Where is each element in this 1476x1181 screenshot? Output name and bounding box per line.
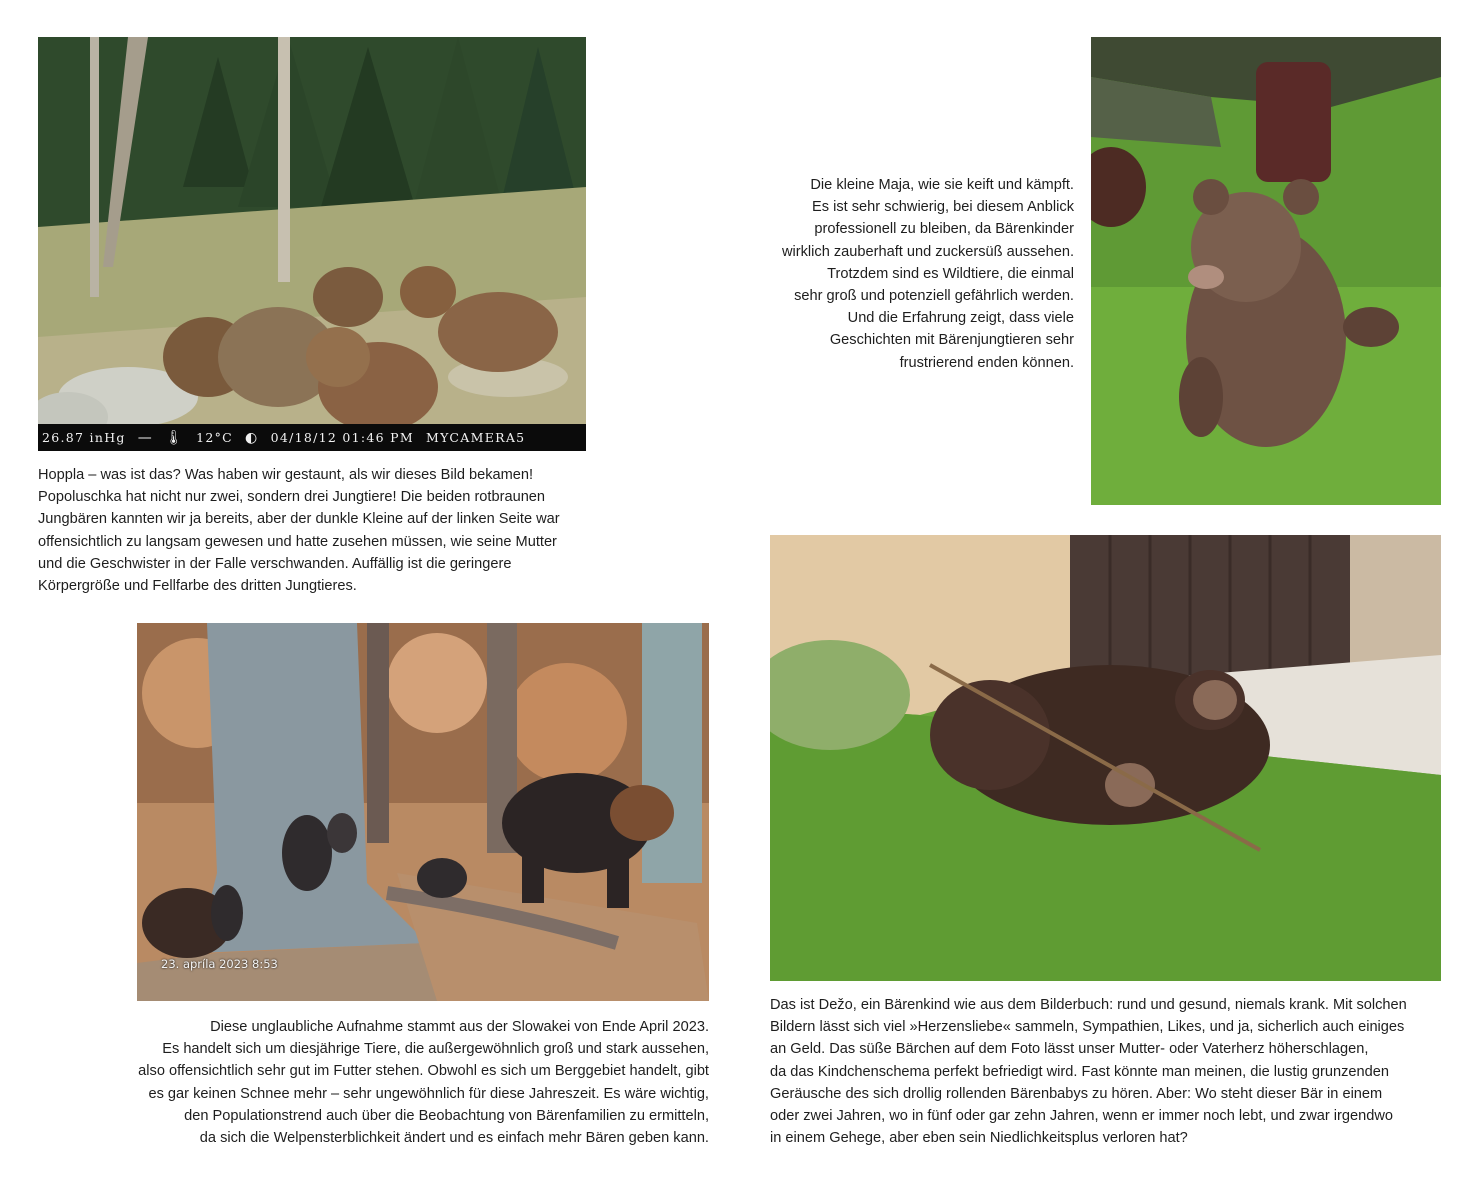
camera-info-strip: [38, 424, 586, 451]
pressure-readout: 26.87 inHg: [42, 430, 126, 445]
caption-line: Trotzdem sind es Wildtiere, die einmal: [827, 265, 1074, 282]
caption-line: Diese unglaubliche Aufnahme stammt aus der Slowakei von Ende April 2023.: [210, 1019, 709, 1035]
caption-line: professionell zu bleiben, da Bärenkinder: [814, 221, 1074, 238]
caption-dezo: [770, 994, 1407, 1149]
caption-line: in einem Gehege, aber eben sein Niedlichkeitsplus verloren hat?: [770, 1130, 1188, 1147]
thermometer-icon: 🌡: [165, 429, 185, 446]
bear-cub-dezo-photo: [770, 535, 1441, 981]
photo-date-stamp: 23. apríla 2023 8:53: [161, 957, 278, 971]
caption-line: frustrierend enden können.: [899, 354, 1074, 371]
trail-camera-photo: [38, 37, 586, 451]
camera-name: MYCAMERA5: [425, 430, 526, 445]
caption-line: Popoluschka hat nicht nur zwei, sondern drei Jungtiere! Die beiden rotbraunen: [38, 489, 546, 506]
caption-line: Es handelt sich um diesjährige Tiere, die außergewöhnlich groß und stark aussehen,: [162, 1041, 709, 1058]
caption-line: oder zwei Jahren, wo in fünf oder gar zehn Jahren, wenn er immer noch lebt, und zwar irgendwo: [770, 1108, 1393, 1125]
caption-line: Das ist Dežo, ein Bärenkind wie aus dem Bilderbuch: rund und gesund, niemals krank. Mit solchen: [770, 997, 1407, 1013]
caption-line: und die Geschwister in der Falle verschwanden. Auffällig ist die geringere: [38, 555, 512, 572]
bear-cub-dezo-image: [770, 535, 1441, 981]
caption-line: also offensichtlich sehr gut im Futter stehen. Obwohl es sich um Berggebiet handelt, gibt: [138, 1063, 709, 1080]
temperature-readout: 12°C: [196, 430, 234, 445]
caption-line: Es ist sehr schwierig, bei diesem Anblick: [812, 199, 1074, 216]
caption-line: da sich die Welpensterblichkeit ändert und es einfach mehr Bären geben kann.: [199, 1130, 709, 1147]
caption-line: es gar keinen Schnee mehr – sehr ungewöhnlich für diese Jahreszeit. Es wäre wichtig,: [148, 1085, 709, 1102]
caption-line: den Populationstrend auch über die Beobachtung von Bärenfamilien zu ermitteln,: [184, 1107, 709, 1124]
caption-line: Die kleine Maja, wie sie keift und kämpft.: [810, 177, 1074, 193]
caption-line: Geräusche des sich drollig rollenden Bärenbabys zu hören. Aber: Wo steht dieser Bär in einem: [770, 1085, 1383, 1102]
moon-phase-icon: ◐: [245, 429, 259, 446]
caption-slowakei: [138, 1016, 709, 1149]
bear-cub-maja-image: [1091, 37, 1441, 505]
caption-hoppla: [38, 464, 560, 597]
caption-line: Hoppla – was ist das? Was haben wir gestaunt, als wir dieses Bild bekamen!: [38, 467, 534, 483]
minus-symbol-icon: —: [137, 429, 154, 446]
caption-line: offensichtlich zu langsam gewesen und hatte zusehen müssen, wie seine Mutter: [38, 533, 557, 550]
caption-line: an Geld. Das süße Bärchen auf dem Foto lässt unser Mutter- oder Vaterherz höherschlagen,: [770, 1041, 1369, 1058]
caption-line: wirklich zauberhaft und zuckersüß aussehen.: [781, 243, 1074, 260]
bear-cub-maja-photo: [1091, 37, 1441, 505]
datetime-readout: 04/18/12 01:46 PM: [270, 430, 414, 445]
bear-family-forest-image: [137, 623, 709, 1001]
caption-line: sehr groß und potenziell gefährlich werden.: [794, 288, 1074, 305]
caption-line: Körpergröße und Fellfarbe des dritten Jungtieres.: [38, 578, 357, 595]
caption-line: Jungbären kannten wir ja bereits, aber der dunkle Kleine auf der linken Seite war: [38, 511, 560, 528]
caption-maja: [782, 174, 1074, 374]
caption-line: Und die Erfahrung zeigt, dass viele: [847, 310, 1074, 327]
caption-line: Geschichten mit Bärenjungtieren sehr: [829, 332, 1074, 349]
caption-line: Bildern lässt sich viel »Herzensliebe« sammeln, Sympathien, Likes, und ja, sicherlich auch einiges: [770, 1019, 1405, 1036]
caption-line: da das Kindchenschema perfekt befriedigt wird. Fast könnte man meinen, die lustig grunzenden: [770, 1063, 1389, 1080]
bear-family-forest-photo: [137, 623, 709, 1001]
trail-camera-image: [38, 37, 586, 451]
